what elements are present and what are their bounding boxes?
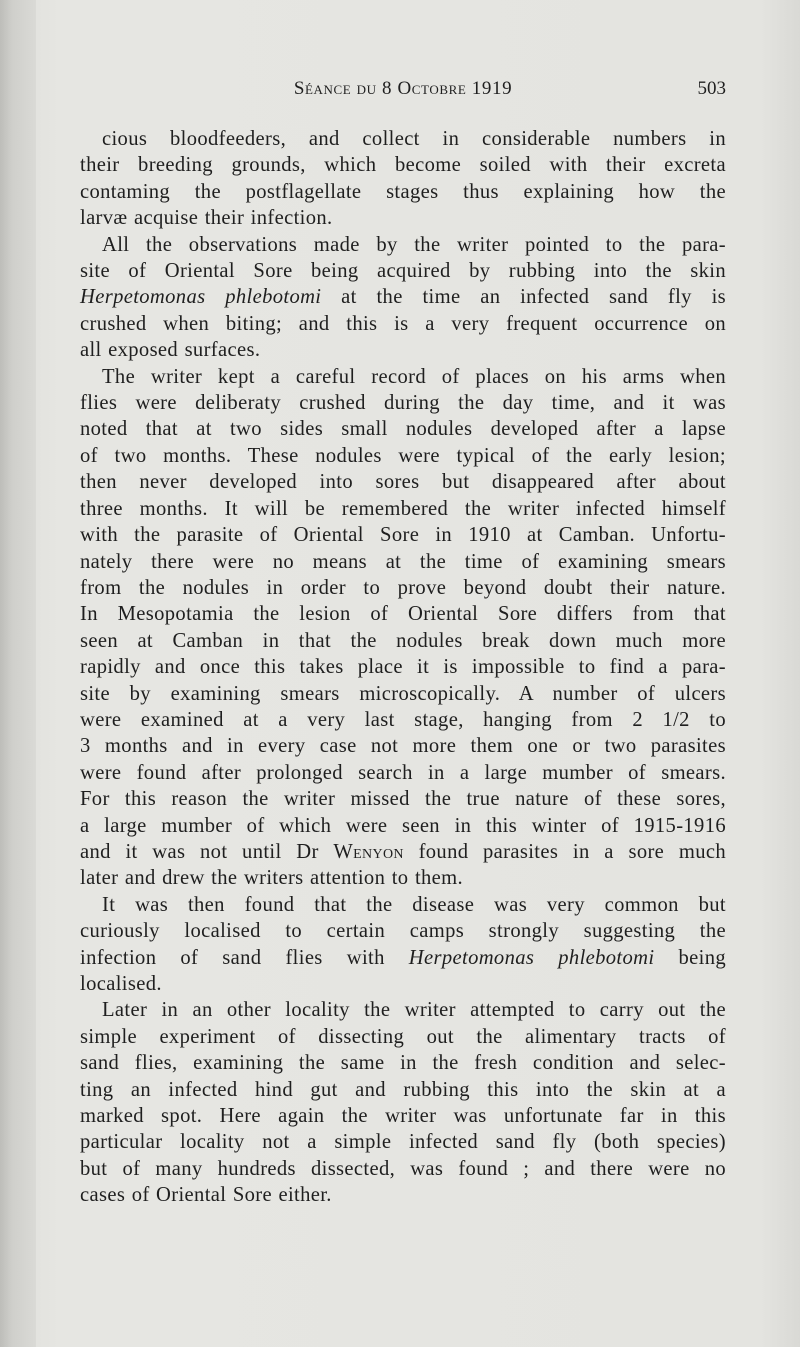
text-line xyxy=(80,945,726,971)
text-line xyxy=(80,496,726,522)
text-line xyxy=(80,575,726,601)
text-line xyxy=(80,152,726,178)
line-text: cases of Oriental Sore either. xyxy=(80,1184,332,1207)
book-spine-shadow xyxy=(0,0,36,1347)
text-line xyxy=(80,971,726,997)
text-line xyxy=(80,232,726,258)
text-line xyxy=(80,311,726,337)
line-text: infection of sand flies with xyxy=(80,946,409,969)
line-text: particular locality not a simple infected sand fly (both species) xyxy=(80,1131,726,1154)
small-caps-name: Wenyon xyxy=(333,840,404,863)
line-text-continued: being xyxy=(654,946,726,969)
line-text: later and drew the writers attention to them. xyxy=(80,867,464,890)
line-text: noted that at two sides small nodules developed after a lapse xyxy=(80,418,726,441)
text-line xyxy=(80,786,726,812)
text-line xyxy=(80,654,726,680)
line-text: then never developed into sores but disappeared after about xyxy=(80,471,726,494)
text-line xyxy=(80,601,726,627)
line-text: ting an infected hind gut and rubbing this into the skin at a xyxy=(80,1078,726,1101)
line-text: a large mumber of which were seen in this winter of 1915-1916 xyxy=(80,814,726,837)
text-line xyxy=(80,628,726,654)
line-text: flies were deliberaty crushed during the day time, and it was xyxy=(80,392,726,415)
text-line xyxy=(80,707,726,733)
text-line xyxy=(80,126,726,152)
text-line xyxy=(80,416,726,442)
line-text: with the parasite of Oriental Sore in 1910 at Camban. Unfortu- xyxy=(80,524,726,547)
paragraph xyxy=(80,997,726,1208)
line-text: were found after prolonged search in a large mumber of smears. xyxy=(80,761,726,784)
line-text: larvæ acquise their infection. xyxy=(80,207,333,230)
line-text-continued: found parasites in a sore much xyxy=(403,840,726,863)
italic-term: Herpetomonas phlebotomi xyxy=(408,946,655,969)
text-line xyxy=(80,1156,726,1182)
text-line xyxy=(80,1103,726,1129)
text-line xyxy=(80,1024,726,1050)
line-text: The writer kept a careful record of places on his arms when xyxy=(102,365,726,388)
line-text: In Mesopotamia the lesion of Oriental Sore differs from that xyxy=(80,603,726,626)
line-text: and it was not until Dr xyxy=(80,840,334,863)
line-text: contaming the postflagellate stages thus explaining how the xyxy=(80,180,726,203)
paragraph xyxy=(80,126,726,232)
body-text xyxy=(80,126,726,1209)
text-line xyxy=(80,522,726,548)
text-line xyxy=(80,1050,726,1076)
line-text: cious bloodfeeders, and collect in considerable numbers in xyxy=(102,128,726,150)
line-text: marked spot. Here again the writer was unfortunate far in this xyxy=(80,1105,726,1128)
text-line xyxy=(80,892,726,918)
line-text: nately there were no means at the time of examining smears xyxy=(80,550,726,573)
text-line xyxy=(80,205,726,231)
line-text: their breeding grounds, which become soiled with their excreta xyxy=(80,154,726,177)
text-line xyxy=(80,997,726,1023)
paragraph xyxy=(80,364,726,892)
line-text: but of many hundreds dissected, was found ; and there were no xyxy=(80,1157,726,1180)
line-text: curiously localised to certain camps strongly suggesting the xyxy=(80,920,726,943)
line-text: at the time an infected sand fly is xyxy=(321,286,726,309)
line-text: simple experiment of dissecting out the alimentary tracts of xyxy=(80,1025,726,1048)
text-line xyxy=(80,258,726,284)
text-line xyxy=(80,839,726,865)
text-line xyxy=(80,1077,726,1103)
line-text: It was then found that the disease was very common but xyxy=(102,893,726,916)
line-text: rapidly and once this takes place it is impossible to find a para- xyxy=(80,656,726,679)
text-line xyxy=(80,337,726,363)
line-text: from the nodules in order to prove beyond doubt their nature. xyxy=(80,576,726,599)
text-line xyxy=(80,813,726,839)
running-head xyxy=(80,78,726,108)
line-text: 3 months and in every case not more them one or two parasites xyxy=(80,735,726,758)
text-line xyxy=(80,469,726,495)
text-line xyxy=(80,284,726,310)
text-line xyxy=(80,1129,726,1155)
line-text: For this reason the writer missed the true nature of these sores, xyxy=(80,788,726,811)
text-line xyxy=(80,364,726,390)
text-line xyxy=(80,760,726,786)
line-text: of two months. These nodules were typical of the early lesion; xyxy=(80,444,726,467)
text-line xyxy=(80,443,726,469)
italic-term: Herpetomonas phlebotomi xyxy=(80,286,322,309)
paragraph xyxy=(80,892,726,998)
line-text: All the observations made by the writer pointed to the para- xyxy=(102,233,726,256)
line-text: sand flies, examining the same in the fresh condition and selec- xyxy=(80,1052,726,1075)
text-line xyxy=(80,179,726,205)
line-text: Later in an other locality the writer attempted to carry out the xyxy=(102,999,726,1022)
line-text: crushed when biting; and this is a very frequent occurrence on xyxy=(80,312,726,335)
text-line xyxy=(80,681,726,707)
line-text: localised. xyxy=(80,973,162,995)
line-text: site by examining smears microscopically. A number of ulcers xyxy=(80,682,726,705)
text-line xyxy=(80,733,726,759)
line-text: seen at Camban in that the nodules break down much more xyxy=(80,629,726,652)
page-number: 503 xyxy=(697,78,726,99)
line-text: site of Oriental Sore being acquired by rubbing into the skin xyxy=(80,260,726,283)
text-line xyxy=(80,549,726,575)
text-line xyxy=(80,865,726,891)
paragraph xyxy=(80,232,726,364)
text-line xyxy=(80,918,726,944)
line-text: were examined at a very last stage, hanging from 2 1/2 to xyxy=(80,708,726,731)
text-line xyxy=(80,1182,726,1208)
running-title: Séance du 8 Octobre 1919 xyxy=(293,78,513,99)
line-text: three months. It will be remembered the writer infected himself xyxy=(80,497,726,520)
line-text: all exposed surfaces. xyxy=(80,339,261,362)
text-line xyxy=(80,390,726,416)
